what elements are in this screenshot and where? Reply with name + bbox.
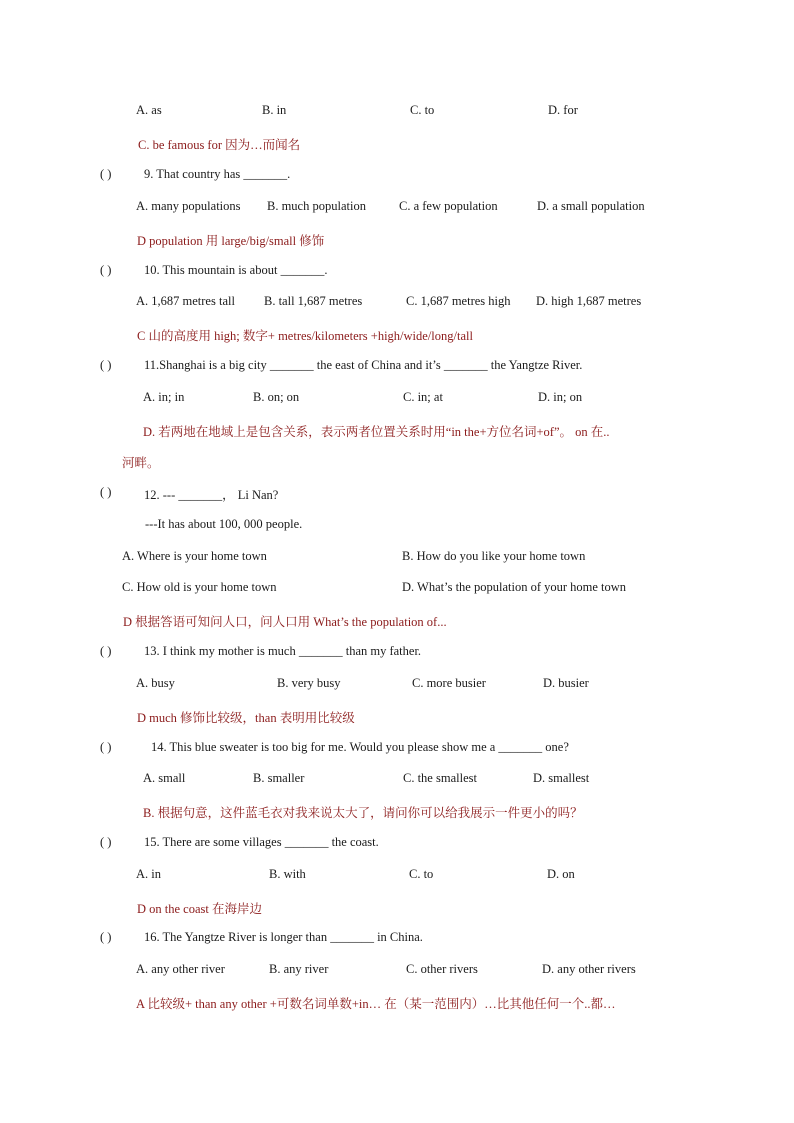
q8-option-c: C. to bbox=[410, 103, 435, 117]
q11-answer-blank: ( ) bbox=[100, 358, 112, 372]
q12-answer: D 根据答语可知问人口，问人口用 What’s the population of... bbox=[123, 615, 447, 629]
q12-reply: ---It has about 100, 000 people. bbox=[145, 517, 303, 531]
q12-option-a: A. Where is your home town bbox=[122, 549, 267, 563]
q13-option-c: C. more busier bbox=[412, 676, 486, 690]
q10-option-a: A. 1,687 metres tall bbox=[136, 294, 235, 308]
q14-option-d: D. smallest bbox=[533, 771, 590, 785]
q11-option-c: C. in; at bbox=[403, 390, 443, 404]
q16-option-a: A. any other river bbox=[136, 962, 225, 976]
q14-answer: B. 根据句意，这件蓝毛衣对我来说太大了，请问你可以给我展示一件更小的吗？ bbox=[143, 806, 583, 820]
q15-answer-blank: ( ) bbox=[100, 835, 112, 849]
q16-option-b: B. any river bbox=[269, 962, 329, 976]
q12-option-d: D. What’s the population of your home town bbox=[402, 580, 627, 594]
q13-answer-blank: ( ) bbox=[100, 644, 112, 658]
q11-answer-line2: 河畔。 bbox=[122, 456, 160, 470]
q12-option-b: B. How do you like your home town bbox=[402, 549, 586, 563]
q16-option-d: D. any other rivers bbox=[542, 962, 636, 976]
q11-option-b: B. on; on bbox=[253, 390, 300, 404]
q10-option-c: C. 1,687 metres high bbox=[406, 294, 511, 308]
q15-option-c: C. to bbox=[409, 867, 434, 881]
q10-stem: 10. This mountain is about _______. bbox=[144, 263, 328, 277]
q13-option-d: D. busier bbox=[543, 676, 589, 690]
q8-option-b: B. in bbox=[262, 103, 287, 117]
q15-option-b: B. with bbox=[269, 867, 306, 881]
q8-option-a: A. as bbox=[136, 103, 162, 117]
q14-option-c: C. the smallest bbox=[403, 771, 477, 785]
q15-option-d: D. on bbox=[547, 867, 575, 881]
q11-stem: 11.Shanghai is a big city _______ the east of China and it’s _______ the Yangtze River. bbox=[144, 358, 583, 372]
q14-answer-blank: ( ) bbox=[100, 740, 112, 754]
q10-option-d: D. high 1,687 metres bbox=[536, 294, 642, 308]
q10-answer-blank: ( ) bbox=[100, 263, 112, 277]
q12-stem: 12. --- _______， Li Nan? bbox=[144, 488, 279, 502]
q14-stem: 14. This blue sweater is too big for me. Would you please show me a _______ one? bbox=[151, 740, 569, 754]
q9-option-a: A. many populations bbox=[136, 199, 241, 213]
q9-stem: 9. That country has _______. bbox=[144, 167, 291, 181]
q9-answer: D population 用 large/big/small 修饰 bbox=[137, 234, 325, 248]
q15-answer: D on the coast 在海岸边 bbox=[137, 902, 262, 916]
q16-answer: A 比较级+ than any other +可数名词单数+in… 在（某一范围内）…比其他任何一个..都… bbox=[136, 997, 616, 1011]
q8-option-d: D. for bbox=[548, 103, 578, 117]
q12-option-c: C. How old is your home town bbox=[122, 580, 277, 594]
q13-stem: 13. I think my mother is much _______ than my father. bbox=[144, 644, 422, 658]
q11-answer-line1: D. 若两地在地域上是包含关系，表示两者位置关系时用“in the+方位名词+of”。 on 在.. bbox=[143, 425, 610, 439]
q9-option-b: B. much population bbox=[267, 199, 366, 213]
q14-option-b: B. smaller bbox=[253, 771, 305, 785]
q11-option-a: A. in; in bbox=[143, 390, 185, 404]
q13-option-a: A. busy bbox=[136, 676, 175, 690]
q15-option-a: A. in bbox=[136, 867, 161, 881]
q13-option-b: B. very busy bbox=[277, 676, 341, 690]
q9-option-d: D. a small population bbox=[537, 199, 645, 213]
q11-option-d: D. in; on bbox=[538, 390, 583, 404]
q14-option-a: A. small bbox=[143, 771, 186, 785]
q13-answer: D much 修饰比较级，than 表明用比较级 bbox=[137, 711, 355, 725]
q12-answer-blank: ( ) bbox=[100, 485, 112, 499]
q16-answer-blank: ( ) bbox=[100, 930, 112, 944]
q10-option-b: B. tall 1,687 metres bbox=[264, 294, 363, 308]
q16-stem: 16. The Yangtze River is longer than _______ in China. bbox=[144, 930, 423, 944]
q15-stem: 15. There are some villages _______ the coast. bbox=[144, 835, 379, 849]
q10-answer: C 山的高度用 high; 数字+ metres/kilometers +high/wide/long/tall bbox=[137, 329, 473, 343]
q9-option-c: C. a few population bbox=[399, 199, 498, 213]
q8-answer: C. be famous for 因为…而闻名 bbox=[138, 138, 301, 152]
q16-option-c: C. other rivers bbox=[406, 962, 478, 976]
q9-answer-blank: ( ) bbox=[100, 167, 112, 181]
